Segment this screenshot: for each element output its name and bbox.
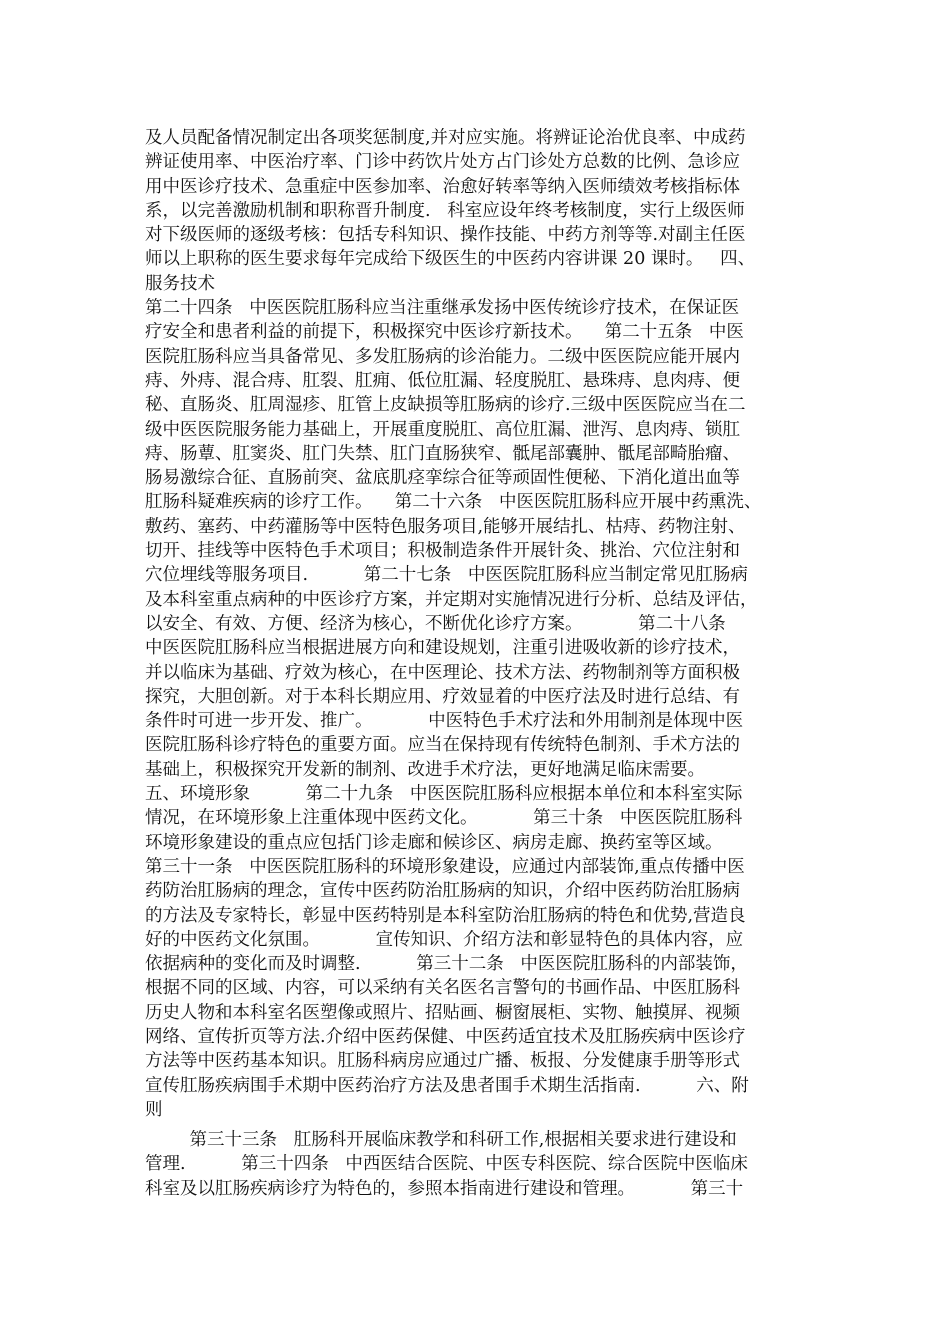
text-line: 第三十三条 肛肠科开展临床教学和科研工作,根据相关要求进行建设和 (145, 1130, 737, 1151)
text-line: 中医医院肛肠科应当根据进展方向和建设规划，注重引进吸收新的诊疗技术， (145, 638, 740, 659)
text-line: 及本科室重点病种的中医诊疗方案，并定期对实施情况进行分析、总结及评估， (145, 589, 758, 610)
text-line: 好的中医药文化氛围。 宣传知识、介绍方法和彰显特色的具体内容，应 (145, 929, 744, 950)
text-line: 五、环境形象 第二十九条 中医医院肛肠科应根据本单位和本科室实际 (145, 784, 743, 805)
text-line: 条件时可进一步开发、推广。 中医特色手术疗法和外用制剂是体现中医 (145, 711, 744, 732)
text-line: 药防治肛肠病的理念，宣传中医药防治肛肠病的知识，介绍中医药防治肛肠病 (145, 881, 740, 902)
text-line: 情况，在环境形象上注重体现中医药文化。 第三十条 中医医院肛肠科 (145, 808, 743, 829)
text-line: 管理. 第三十四条 中西医结合医院、中医专科医院、综合医院中医临床 (145, 1154, 748, 1175)
text-line: 基础上，积极探究开发新的制剂、改进手术疗法，更好地满足临床需要。 (145, 759, 705, 780)
text-line: 肠易激综合征、直肠前突、盆底肌痉挛综合征等顽固性便秘、下消化道出血等 (145, 468, 740, 489)
text-line: 网络、宣传折页等方法.介绍中医药保健、中医药适宜技术及肛肠疾病中医诊疗 (145, 1026, 746, 1047)
text-line: 级中医医院服务能力基础上，开展重度脱肛、高位肛漏、泄泻、息肉痔、锁肛 (145, 419, 740, 440)
text-line: 则 (145, 1099, 163, 1120)
text-line: 切开、挂线等中医特色手术项目；积极制造条件开展针灸、挑治、穴位注射和 (145, 541, 740, 562)
text-line: 医院肛肠科诊疗特色的重要方面。应当在保持现有传统特色制剂、手术方法的 (145, 735, 740, 756)
text-line: 环境形象建设的重点应包括门诊走廊和候诊区、病房走廊、换药室等区域。 (145, 832, 723, 853)
text-line: 科室及以肛肠疾病诊疗为特色的，参照本指南进行建设和管理。 第三十 (145, 1178, 744, 1199)
text-line: 医院肛肠科应当具备常见、多发肛肠病的诊治能力。二级中医医院应能开展内 (145, 346, 740, 367)
text-line: 根据不同的区域、内容，可以采纳有关名医名言警句的书画作品、中医肛肠科 (145, 978, 740, 999)
text-line: 并以临床为基础、疗效为核心，在中医理论、技术方法、药物制剂等方面积极 (145, 662, 740, 683)
text-line: 对下级医师的逐级考核：包括专科知识、操作技能、中药方剂等等.对副主任医 (145, 225, 746, 246)
text-line: 以安全、有效、方便、经济为核心，不断优化诊疗方案。 第二十八条 (145, 613, 726, 634)
text-line: 宣传肛肠疾病围手术期中医药治疗方法及患者围手术期生活指南. 六、附 (145, 1075, 749, 1096)
text-line: 师以上职称的医生要求每年完成给下级医生的中医药内容讲课 20 课时。 四、 (145, 249, 756, 270)
text-line: 探究，大胆创新。对于本科长期应用、疗效显着的中医疗法及时进行总结、有 (145, 686, 740, 707)
text-line: 穴位埋线等服务项目. 第二十七条 中医医院肛肠科应当制定常见肛肠病 (145, 565, 748, 586)
text-line: 第二十四条 中医医院肛肠科应当注重继承发扬中医传统诊疗技术，在保证医 (145, 298, 740, 319)
text-line: 秘、直肠炎、肛周湿疹、肛管上皮缺损等肛肠病的诊疗.三级中医医院应当在二 (145, 395, 746, 416)
text-line: 肛肠科疑难疾病的诊疗工作。 第二十六条 中医医院肛肠科应开展中药熏洗、 (145, 492, 762, 513)
text-line: 历史人物和本科室名医塑像或照片、招贴画、橱窗展柜、实物、触摸屏、视频 (145, 1002, 740, 1023)
text-line: 用中医诊疗技术、急重症中医参加率、治愈好转率等纳入医师绩效考核指标体 (145, 176, 740, 197)
text-line: 敷药、塞药、中药灌肠等中医特色服务项目,能够开展结扎、枯痔、药物注射、 (145, 516, 746, 537)
text-line: 第三十一条 中医医院肛肠科的环境形象建设，应通过内部装饰,重点传播中医 (145, 856, 745, 877)
document-body-text (145, 126, 815, 1201)
text-line: 服务技术 (145, 273, 215, 294)
text-line: 辨证使用率、中医治疗率、门诊中药饮片处方占门诊处方总数的比例、急诊应 (145, 152, 740, 173)
text-line: 的方法及专家特长，彰显中医药特别是本科室防治肛肠病的特色和优势,营造良 (145, 905, 746, 926)
text-line: 痔、肠蕈、肛窦炎、肛门失禁、肛门直肠狭窄、骶尾部囊肿、骶尾部畸胎瘤、 (145, 443, 740, 464)
text-line: 疗安全和患者利益的前提下，积极探究中医诊疗新技术。 第二十五条 中医 (145, 322, 744, 343)
text-line: 系，以完善激励机制和职称晋升制度. 科室应设年终考核制度，实行上级医师 (145, 200, 745, 221)
text-line: 及人员配备情况制定出各项奖惩制度,并对应实施。将辨证论治优良率、中成药 (145, 128, 746, 148)
text-line: 方法等中医药基本知识。肛肠科病房应通过广播、板报、分发健康手册等形式 (145, 1051, 740, 1072)
text-line: 痔、外痔、混合痔、肛裂、肛痈、低位肛漏、轻度脱肛、悬珠痔、息肉痔、便 (145, 370, 740, 391)
text-line: 依据病种的变化而及时调整. 第三十二条 中医医院肛肠科的内部装饰， (145, 954, 748, 975)
